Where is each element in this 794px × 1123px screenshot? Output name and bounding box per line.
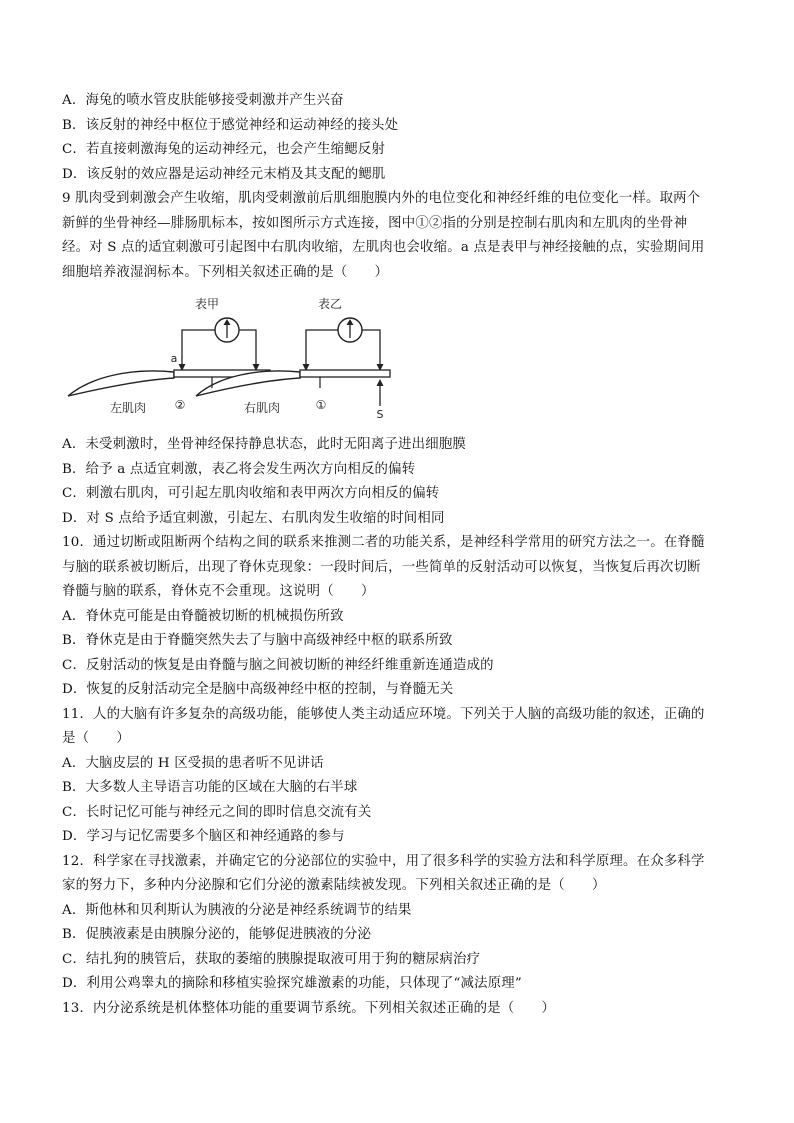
q11-option-d: D．学习与记忆需要多个脑区和神经通路的参与: [62, 829, 345, 844]
q12-option-a: A．斯他林和贝利斯认为胰液的分泌是神经系统调节的结果: [62, 903, 412, 918]
q10-option-b: B．脊休克是由于脊髓突然失去了与脑中高级神经中枢的联系所致: [62, 633, 453, 648]
q10-stem-line: 脊髓与脑的联系，脊休克不会重现。这说明（ ）: [62, 584, 375, 599]
q8-option-b: B．该反射的神经中枢位于感觉神经和运动神经的接头处: [62, 118, 399, 133]
nerve-2-label: ②: [174, 398, 186, 412]
left-muscle-shape: [68, 371, 174, 396]
q8-option-c: C．若直接刺激海兔的运动神经元，也会产生缩鳃反射: [62, 142, 386, 157]
left-muscle-label: 左肌肉: [109, 401, 147, 415]
q12-option-c: C．结扎狗的胰管后，获取的萎缩的胰腺提取液可用于狗的糖尿病治疗: [62, 952, 481, 967]
meter-b-lead-right: [362, 330, 380, 368]
q10-option-d: D．恢复的反射活动完全是脑中高级神经中枢的控制，与脊髓无关: [62, 682, 454, 697]
meter-a-lead-right: [239, 330, 256, 368]
nerve-1-label: ①: [315, 398, 327, 412]
meter-a-label: 表甲: [194, 297, 220, 311]
q12-stem-line: 12．科学家在寻找激素，并确定它的分泌部位的实验中，用了很多科学的实验方法和科学原理。在众多科学: [62, 854, 705, 869]
q9-option-a: A．未受刺激时，坐骨神经保持静息状态，此时无阳离子进出细胞膜: [62, 437, 466, 452]
q9-stem-line: 9 肌肉受到刺激会产生收缩，肌肉受刺激前后肌细胞膜内外的电位变化和神经纤维的电位变化一样。取两个: [62, 191, 701, 206]
q12-option-b: B．促胰液素是由胰腺分泌的，能够促进胰液的分泌: [62, 927, 372, 942]
q9-option-d: D．对 S 点给予适宜刺激，引起左、右肌肉发生收缩的时间相同: [62, 511, 445, 526]
q12-option-d: D．利用公鸡睾丸的摘除和移植实验探究雄激素的功能，只体现了“减法原理”: [62, 976, 522, 991]
q10-option-a: A．脊休克可能是由脊髓被切断的机械损伤所致: [62, 609, 344, 624]
meter-b-label: 表乙: [317, 297, 343, 311]
q11-option-c: C．长时记忆可能与神经元之间的即时信息交流有关: [62, 805, 372, 820]
q8-option-d: D．该反射的效应器是运动神经元末梢及其支配的鳃肌: [62, 167, 386, 182]
right-nerve: [300, 370, 390, 377]
q11-stem-line: 是（ ）: [62, 731, 130, 746]
q12-stem-line: 家的努力下，多种内分泌腺和它们分泌的激素陆续被发现。下列相关叙述正确的是（ ）: [62, 878, 606, 893]
q11-option-b: B．大多数人主导语言功能的区域在大脑的右半球: [62, 780, 358, 795]
q10-stem-line: 10．通过切断或阻断两个结构之间的联系来推测二者的功能关系，是神经科学常用的研究方法之一。在脊髓: [62, 535, 705, 550]
meter-a-lead-left: [182, 330, 215, 368]
q8-option-a: A．海兔的喷水管皮肤能够接受刺激并产生兴奋: [62, 93, 344, 108]
q9-stem-line: 细胞培养液湿润标本。下列相关叙述正确的是（ ）: [62, 265, 389, 280]
q11-stem-line: 11．人的大脑有许多复杂的高级功能，能够使人类主动适应环境。下列关于人脑的高级功能的叙述，正确的: [62, 707, 705, 722]
q13-stem-line: 13．内分泌系统是机体整体功能的重要调节系统。下列相关叙述正确的是（ ）: [62, 1001, 556, 1016]
nerve-muscle-diagram: [62, 290, 402, 420]
meter-b-lead-left: [306, 330, 338, 368]
q9-option-b: B．给予 a 点适宜刺激，表乙将会发生两次方向相反的偏转: [62, 462, 416, 477]
stimulus-label: S: [376, 408, 384, 420]
right-muscle-label: 右肌肉: [243, 401, 281, 415]
point-a-label: a: [170, 352, 178, 365]
q9-stem-line: 新鲜的坐骨神经—腓肠肌标本，按如图所示方式连接，图中①②指的分别是控制右肌肉和左肌肉的坐骨神: [62, 216, 688, 231]
q10-option-c: C．反射活动的恢复是由脊髓与脑之间被切断的神经纤维重新连通造成的: [62, 658, 494, 673]
q9-stem-line: 经。对 S 点的适宜刺激可引起图中右肌肉收缩，左肌肉也会收缩。a 点是表甲与神经接触的点，实验期间用: [62, 240, 705, 255]
q11-option-a: A．大脑皮层的 H 区受损的患者听不见讲话: [62, 756, 324, 771]
q10-stem-line: 与脑的联系被切断后，出现了脊休克现象：一段时间后，一些简单的反射活动可以恢复，当恢复后再次切断: [62, 560, 701, 575]
q9-option-c: C．刺激右肌肉，可引起左肌肉收缩和表甲两次方向相反的偏转: [62, 486, 440, 501]
